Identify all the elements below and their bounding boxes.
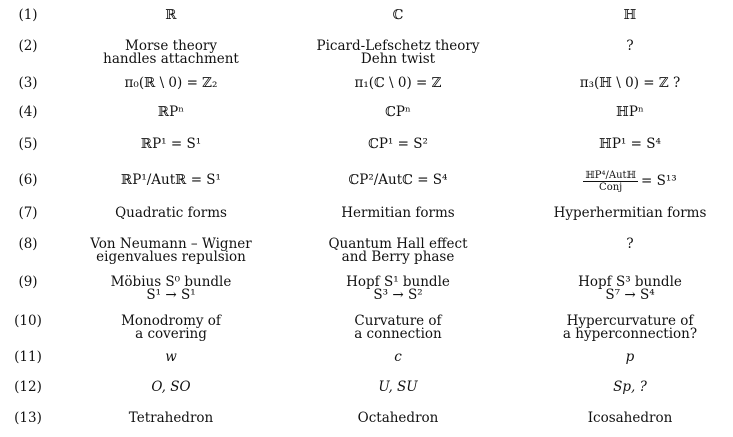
cell-line: ℍ: [623, 7, 637, 23]
cell-line: Hypercurvature of: [566, 313, 694, 329]
cell-line: w: [165, 349, 177, 365]
quaternion-cell: [516, 106, 733, 119]
fraction-numerator: ℍP⁴/Autℍ: [585, 170, 636, 181]
cell-line: π₁(ℂ \ 0) = ℤ: [354, 75, 442, 91]
cell-line: S⁷ → S⁴: [605, 287, 655, 303]
cell-line: ℂP¹ = S²: [368, 136, 428, 152]
real-cell: [60, 238, 282, 264]
cell-line: ℂP²/Autℂ = S⁴: [348, 172, 448, 188]
cell-line: ℍP¹ = S⁴: [599, 136, 661, 152]
cell-line: Hopf S³ bundle: [578, 274, 682, 290]
cell-line: Tetrahedron: [128, 410, 214, 426]
cell-line: ?: [626, 38, 634, 54]
complex-cell: [286, 238, 510, 264]
quaternion-cell: [516, 238, 733, 251]
cell-line: Sp, ?: [613, 379, 647, 395]
complex-cell: [286, 412, 510, 425]
cell-line: Möbius S⁰ bundle: [110, 274, 232, 290]
complex-cell: [286, 276, 510, 302]
cell-line: ℂPⁿ: [385, 104, 411, 120]
cell-line: π₀(ℝ \ 0) = ℤ₂: [124, 75, 218, 91]
quaternion-cell: [516, 170, 733, 193]
complex-cell: [286, 40, 510, 66]
fraction: [583, 170, 638, 193]
row-number: (11): [14, 349, 42, 365]
complex-cell: [286, 174, 510, 187]
real-cell: [60, 106, 282, 119]
row-number: (6): [18, 172, 38, 188]
complex-cell: [286, 351, 510, 364]
quaternion-cell: [516, 9, 733, 22]
quaternion-cell: [516, 351, 733, 364]
cell-line: a hyperconnection?: [562, 326, 698, 342]
cell-line: S³ → S²: [373, 287, 423, 303]
cell-line: ?: [626, 236, 634, 252]
row-number: (9): [18, 274, 38, 290]
real-cell: [60, 381, 282, 394]
row-number: (1): [18, 7, 38, 23]
complex-cell: [286, 106, 510, 119]
cell-line: Von Neumann – Wigner: [90, 236, 252, 252]
cell-line: Monodromy of: [121, 313, 221, 329]
real-cell: [60, 207, 282, 220]
fraction-rest: = S¹³: [641, 173, 677, 189]
real-cell: [60, 412, 282, 425]
cell-line: Octahedron: [357, 410, 439, 426]
complex-cell: [286, 77, 510, 90]
row-number: (4): [18, 104, 38, 120]
quaternion-cell: [516, 412, 733, 425]
cell-line: ℝPⁿ: [157, 104, 185, 120]
cell-line: Hermitian forms: [341, 205, 455, 221]
cell-line: Hopf S¹ bundle: [346, 274, 450, 290]
complex-cell: [286, 207, 510, 220]
row-number: (2): [18, 38, 38, 54]
cell-line: and Berry phase: [341, 249, 455, 265]
cell-line: U, SU: [378, 379, 418, 395]
row-number: (7): [18, 205, 38, 221]
cell-line: Quadratic forms: [115, 205, 227, 221]
quaternion-cell: [516, 381, 733, 394]
cell-line: ℝ: [165, 7, 177, 23]
row-number: (13): [14, 410, 42, 426]
real-cell: [60, 174, 282, 187]
cell-line: eigenvalues repulsion: [96, 249, 246, 265]
row-number: (10): [14, 313, 42, 329]
cell-line: a covering: [135, 326, 207, 342]
complex-cell: [286, 315, 510, 341]
cell-line: Picard-Lefschetz theory: [316, 38, 480, 54]
quaternion-cell: [516, 315, 733, 341]
cell-line: ℍPⁿ: [616, 104, 644, 120]
cell-line: p: [625, 349, 635, 365]
quaternion-cell: [516, 138, 733, 151]
cell-line: a connection: [354, 326, 442, 342]
real-cell: [60, 40, 282, 66]
row-number: (12): [14, 379, 42, 395]
cell-line: Dehn twist: [360, 51, 436, 67]
real-cell: [60, 138, 282, 151]
complex-cell: [286, 138, 510, 151]
cell-line: S¹ → S¹: [146, 287, 196, 303]
quaternion-cell: [516, 77, 733, 90]
cell-line: ℂ: [392, 7, 404, 23]
real-cell: [60, 77, 282, 90]
row-number: (5): [18, 136, 38, 152]
cell-line: handles attachment: [103, 51, 239, 67]
cell-line: c: [394, 349, 402, 365]
cell-line: Curvature of: [354, 313, 442, 329]
real-cell: [60, 315, 282, 341]
row-number: (8): [18, 236, 38, 252]
real-cell: [60, 276, 282, 302]
complex-cell: [286, 381, 510, 394]
row-number: (3): [18, 75, 38, 91]
real-cell: [60, 9, 282, 22]
cell-line: ℝP¹ = S¹: [140, 136, 202, 152]
cell-line: O, SO: [151, 379, 191, 395]
cell-line: Hyperhermitian forms: [553, 205, 707, 221]
real-cell: [60, 351, 282, 364]
cell-line: Icosahedron: [587, 410, 673, 426]
cell-line: Morse theory: [125, 38, 217, 54]
cell-line: Quantum Hall effect: [328, 236, 468, 252]
quaternion-cell: [516, 40, 733, 53]
quaternion-cell: [516, 207, 733, 220]
cell-line: π₃(ℍ \ 0) = ℤ ?: [579, 75, 681, 91]
fraction-denominator: Conj: [599, 182, 623, 193]
complex-cell: [286, 9, 510, 22]
quaternion-cell: [516, 276, 733, 302]
cell-line: ℝP¹/Autℝ = S¹: [121, 172, 221, 188]
